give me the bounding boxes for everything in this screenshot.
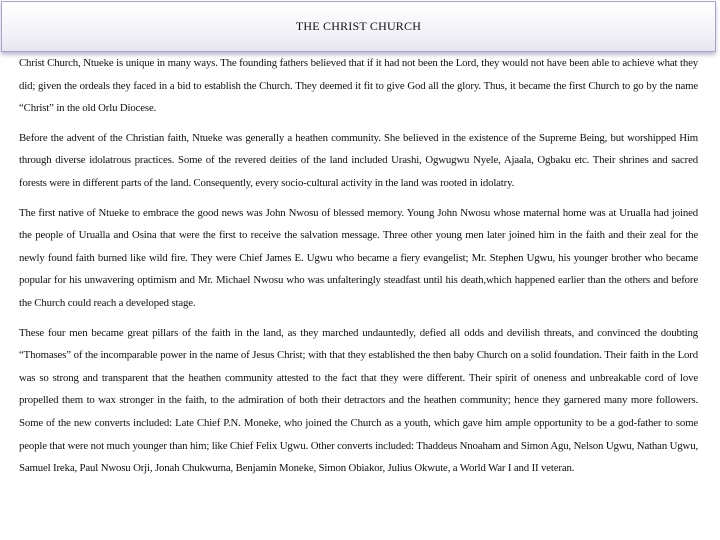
paragraph-pillars: These four men became great pillars of the faith in the land, as they marched undauntedly, defied all odds and devilish threats, and convinced the doubting “Thomases” of the incomparable power in the name of Jesus Christ; with that they established the then baby Church on a solid foundation. Their faith in the Lord was so strong and transparent that the heathen community attested to the fact that they were different. Their spirit of oneness and unbreakable cord of love propelled them to wax stronger in the faith, to the admiration of both their detractors and the heathen community; hence they garnered many more followers. Some of the new converts included: Late Chief P.N. Moneke, who joined the Church as a youth, which gave him ample opportunity to be a god-father to some people that were not much younger than him; like Chief Felix Ugwu. Other converts included: Thaddeus Nnoaham and Simon Agu, Nelson Ugwu, Nathan Ugwu, Samuel Ireka, Paul Nwosu Orji, Jonah Chukwuma, Benjamin Moneke, Simon Obiakor, Julius Okwute, a World War I and II veteran. <box>19 326 698 475</box>
paragraph-heathen-history: Before the advent of the Christian faith, Ntueke was generally a heathen community. She believed in the existence of the Supreme Being, but worshipped Him through diverse idolatrous practices. Some of the revered deities of the land included Urashi, Ogwugwu Nyele, Ajaala, Ogbaku etc. Their shrines and sacred forests were in different parts of the land. Consequently, every socio-cultural activity in the land was rooted in idolatry. <box>19 131 698 189</box>
title-banner <box>1 1 716 52</box>
page-title: THE CHRIST CHURCH <box>295 19 422 33</box>
paragraph-first-native: The first native of Ntueke to embrace the good news was John Nwosu of blessed memory. Young John Nwosu whose maternal home was at Urualla had joined the people of Urualla and Osina that were the first to receive the salvation message. Three other young men later joined him in the faith and their zeal for the newly found faith burned like wild fire. They were Chief James E. Ugwu who became a fiery evangelist; Mr. Stephen Ugwu, his younger brother who became popular for his unwavering optimism and Mr. Michael Nwosu who was unfalteringly steadfast until his death,which happened earlier than the others and before the Church could reach a developed stage. <box>19 206 698 309</box>
paragraph-intro: Christ Church, Ntueke is unique in many ways. The founding fathers believed that if it had not been the Lord, they would not have been able to achieve what they did; given the ordeals they faced in a bid to establish the Church. They deemed it fit to give God all the glory. Thus, it became the first Church to go by the name “Christ” in the old Orlu Diocese. <box>19 57 698 115</box>
body-text <box>19 52 698 487</box>
